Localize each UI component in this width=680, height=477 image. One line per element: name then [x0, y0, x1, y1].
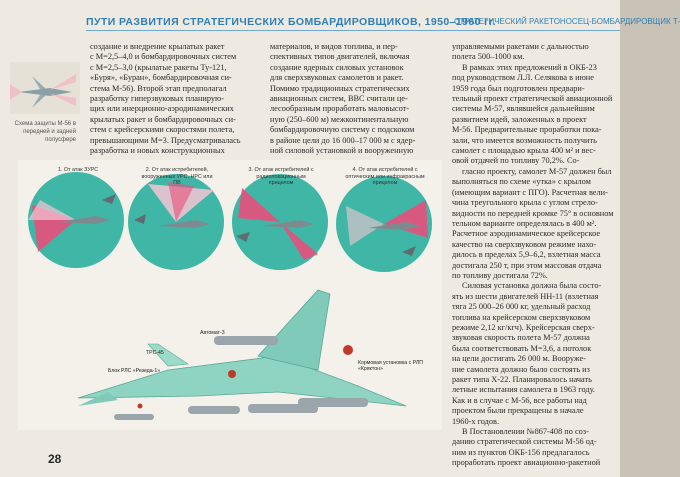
right-col-line: топлива на крейсерском сверхзвуковом	[452, 312, 591, 322]
side-caption: Схема защиты М-56 в передней и задней полусфере	[14, 121, 76, 143]
right-col-line: выполняться по схеме «утка» с крылом	[452, 177, 591, 187]
col2-line: ную (250–600 м) межконтинентальную	[270, 114, 409, 124]
right-col-line: по топливу достигала 72%.	[452, 270, 548, 280]
callout-automat: Автомат-3	[200, 330, 225, 336]
header-right-title: СТРАТЕГИЧЕСКИЙ РАКЕТОНОСЕЦ-БОМБАРДИРОВЩИК Т-	[454, 17, 680, 26]
right-col-line: качество на сверхзвуковом режиме нахо-	[452, 239, 597, 249]
header-title: ПУТИ РАЗВИТИЯ СТРАТЕГИЧЕСКИХ БОМБАРДИРОВЩИКОВ, 1950–1960 гг.	[86, 16, 496, 28]
col1-line: разработка и новых конструкционных	[90, 146, 225, 156]
right-col-line: 1959 года был подготовлен предвари-	[452, 83, 585, 93]
illustration-graphic	[18, 160, 442, 430]
right-col-line: была соответствовать М=3,6, а потолок	[452, 343, 592, 353]
right-col-line: летные испытания самолета в 1963 году.	[452, 385, 595, 395]
col2-line: материалов, и видов топлива, и пер-	[270, 42, 398, 51]
scenario-circle-4	[336, 176, 432, 272]
right-col-line: (имеющим вариант с ПГО). Расчетная вели-	[452, 187, 608, 197]
right-col-line: ним из пунктов ОКБ-156 предлагалось	[452, 447, 590, 457]
right-col-line: проработать проект авиационно-ракетной	[452, 458, 601, 468]
right-col-line: под руководством Л.Л. Селякова в июне	[452, 73, 594, 83]
col2-line: спективных типов двигателей, включая	[270, 52, 410, 62]
right-col-line: гласно проекту, самолет М-57 должен был	[462, 166, 612, 176]
right-col-line: режиме 2,12 кг/кгч). Крейсерская сверх-	[452, 322, 595, 332]
m56-defense-illustration	[18, 160, 442, 430]
circle-3-label: 3. От атак истребителей с радиолокационным прицелом	[248, 167, 314, 186]
col2-line: лесообразным проработать маловысот-	[270, 104, 410, 114]
text-column-1	[90, 42, 260, 156]
col2-line: Помимо традиционных стратегических	[270, 83, 410, 93]
right-col-line: Силовая установка должна была состо-	[462, 281, 602, 291]
right-col-line: на цели достигать 26 000 м. Вооруже-	[452, 354, 586, 364]
scenario-circle-2	[128, 174, 224, 270]
col1-line: щих или инерционно-аэродинамических	[90, 104, 234, 114]
callout-trs: ТРС-45	[146, 350, 164, 356]
running-header	[0, 14, 680, 32]
col1-line: с М=2,5–4,0 и бомбардировочных систем	[90, 52, 237, 62]
col1-line: разработку гиперзвуковых планирую-	[90, 94, 225, 104]
defense-scheme-sketch	[10, 62, 80, 114]
right-col-line: М-56. Предварительные проработки пока-	[452, 125, 602, 135]
col2-line: в районе цели до 16 000–17 000 м с ядер-	[270, 135, 416, 145]
right-col-line: проектом были прекращены в начале	[452, 406, 584, 416]
right-col-line: В Постановлении №867-408 по соз-	[462, 427, 589, 437]
right-col-line: тельном варианте определялась в 400 м².	[452, 218, 597, 228]
col1-line: «Буря», «Буран», бомбардировочная си-	[90, 73, 232, 83]
right-col-line: тельный проект стратегической авиационной	[452, 94, 613, 104]
right-col-line: развитием идей, заложенных в проект	[452, 114, 587, 124]
col1-line: крылатых ракет и бомбардировочных си-	[90, 114, 236, 124]
right-col-line: системы М-57, являвшейся дальнейшим	[452, 104, 595, 114]
right-col-line: данию стратегической системы М-56 од-	[452, 437, 597, 447]
col2-line: бомбардировочную систему с подскоком	[270, 125, 415, 135]
right-col-line: самолет с площадью крыла 400 м² и вес-	[452, 146, 596, 156]
circle-1-label: 1. От атак ЗУРС	[57, 167, 99, 173]
callout-rezeda: Блок РЛС «Резеда-1»	[108, 368, 161, 374]
page-number: 28	[48, 452, 62, 466]
scenario-circle-1	[28, 172, 124, 268]
header-rule	[86, 30, 620, 31]
col1-line: стема М-56). Второй этап предполагал	[90, 83, 227, 93]
right-col-line: 1960-х годов.	[452, 416, 500, 426]
right-col-line: тяга 25 000–26 000 кг, удельный расход	[452, 302, 591, 312]
col1-line: превышающими М=3. Предусматривалась	[90, 135, 241, 145]
scenario-circle-3	[232, 174, 328, 270]
col2-line: авиационных систем, ВВС считали це-	[270, 94, 408, 104]
text-column-right	[452, 42, 620, 469]
right-col-line: овой отдачей по топливу 70,2%. Со-	[452, 156, 580, 166]
right-col-line: полета 500–1000 км.	[452, 52, 525, 62]
col1-line: стем с крейсерскими скоростями полета,	[90, 125, 235, 135]
right-col-line: управляемыми ракетами с дальностью	[452, 42, 589, 51]
right-col-line: ракет типа Х-22. Планировалось начать	[452, 375, 592, 384]
circle-2-label: 2. От атак истребителей, вооруженных УРС, НРС или ПВ	[141, 167, 213, 186]
col1-line: с М=2,5–3,0 (крылатые ракеты Ту-121,	[90, 62, 227, 72]
text-column-2	[270, 42, 442, 156]
col2-line: ной силовой установкой и вооруженную	[270, 146, 414, 156]
circle-4-label: 4. От атак истребителей с оптическим или инфракрасным прицелом	[345, 167, 425, 186]
right-col-line: ять из шести двигателей НН-11 (взлетная	[452, 291, 599, 301]
right-col-line: достигала 250 т, при этом массовая отдача	[452, 260, 602, 270]
col2-line: для сверхзвуковых самолетов и ракет.	[270, 73, 404, 83]
right-col-line: звуковая скорость полета М-57 должна	[452, 333, 590, 343]
right-col-line: видности по передней кромке 75° в основном	[452, 208, 614, 218]
col1-line: создание и внедрение крылатых ракет	[90, 42, 225, 51]
right-col-line: Как и в случае с М-56, все работы над	[452, 395, 587, 405]
right-col-line: зали, что имеется возможность получить	[452, 135, 597, 145]
right-col-line: чина треугольного крыла с углом стрело-	[452, 198, 598, 208]
col2-line: создание ядерных силовых установок	[270, 62, 404, 72]
right-col-line: В рамках этих предложений в ОКБ-23	[462, 62, 597, 72]
callout-kormovaya: Кормовая установка с РЛП «Кряктон»	[358, 360, 423, 373]
right-col-line: ние самолета должно было состоять из	[452, 364, 590, 374]
right-col-line: дилось в пределах 5,9–6,2, взлетная масса	[452, 250, 601, 260]
right-col-line: Расчетное аэродинамическое крейсерское	[452, 229, 601, 239]
